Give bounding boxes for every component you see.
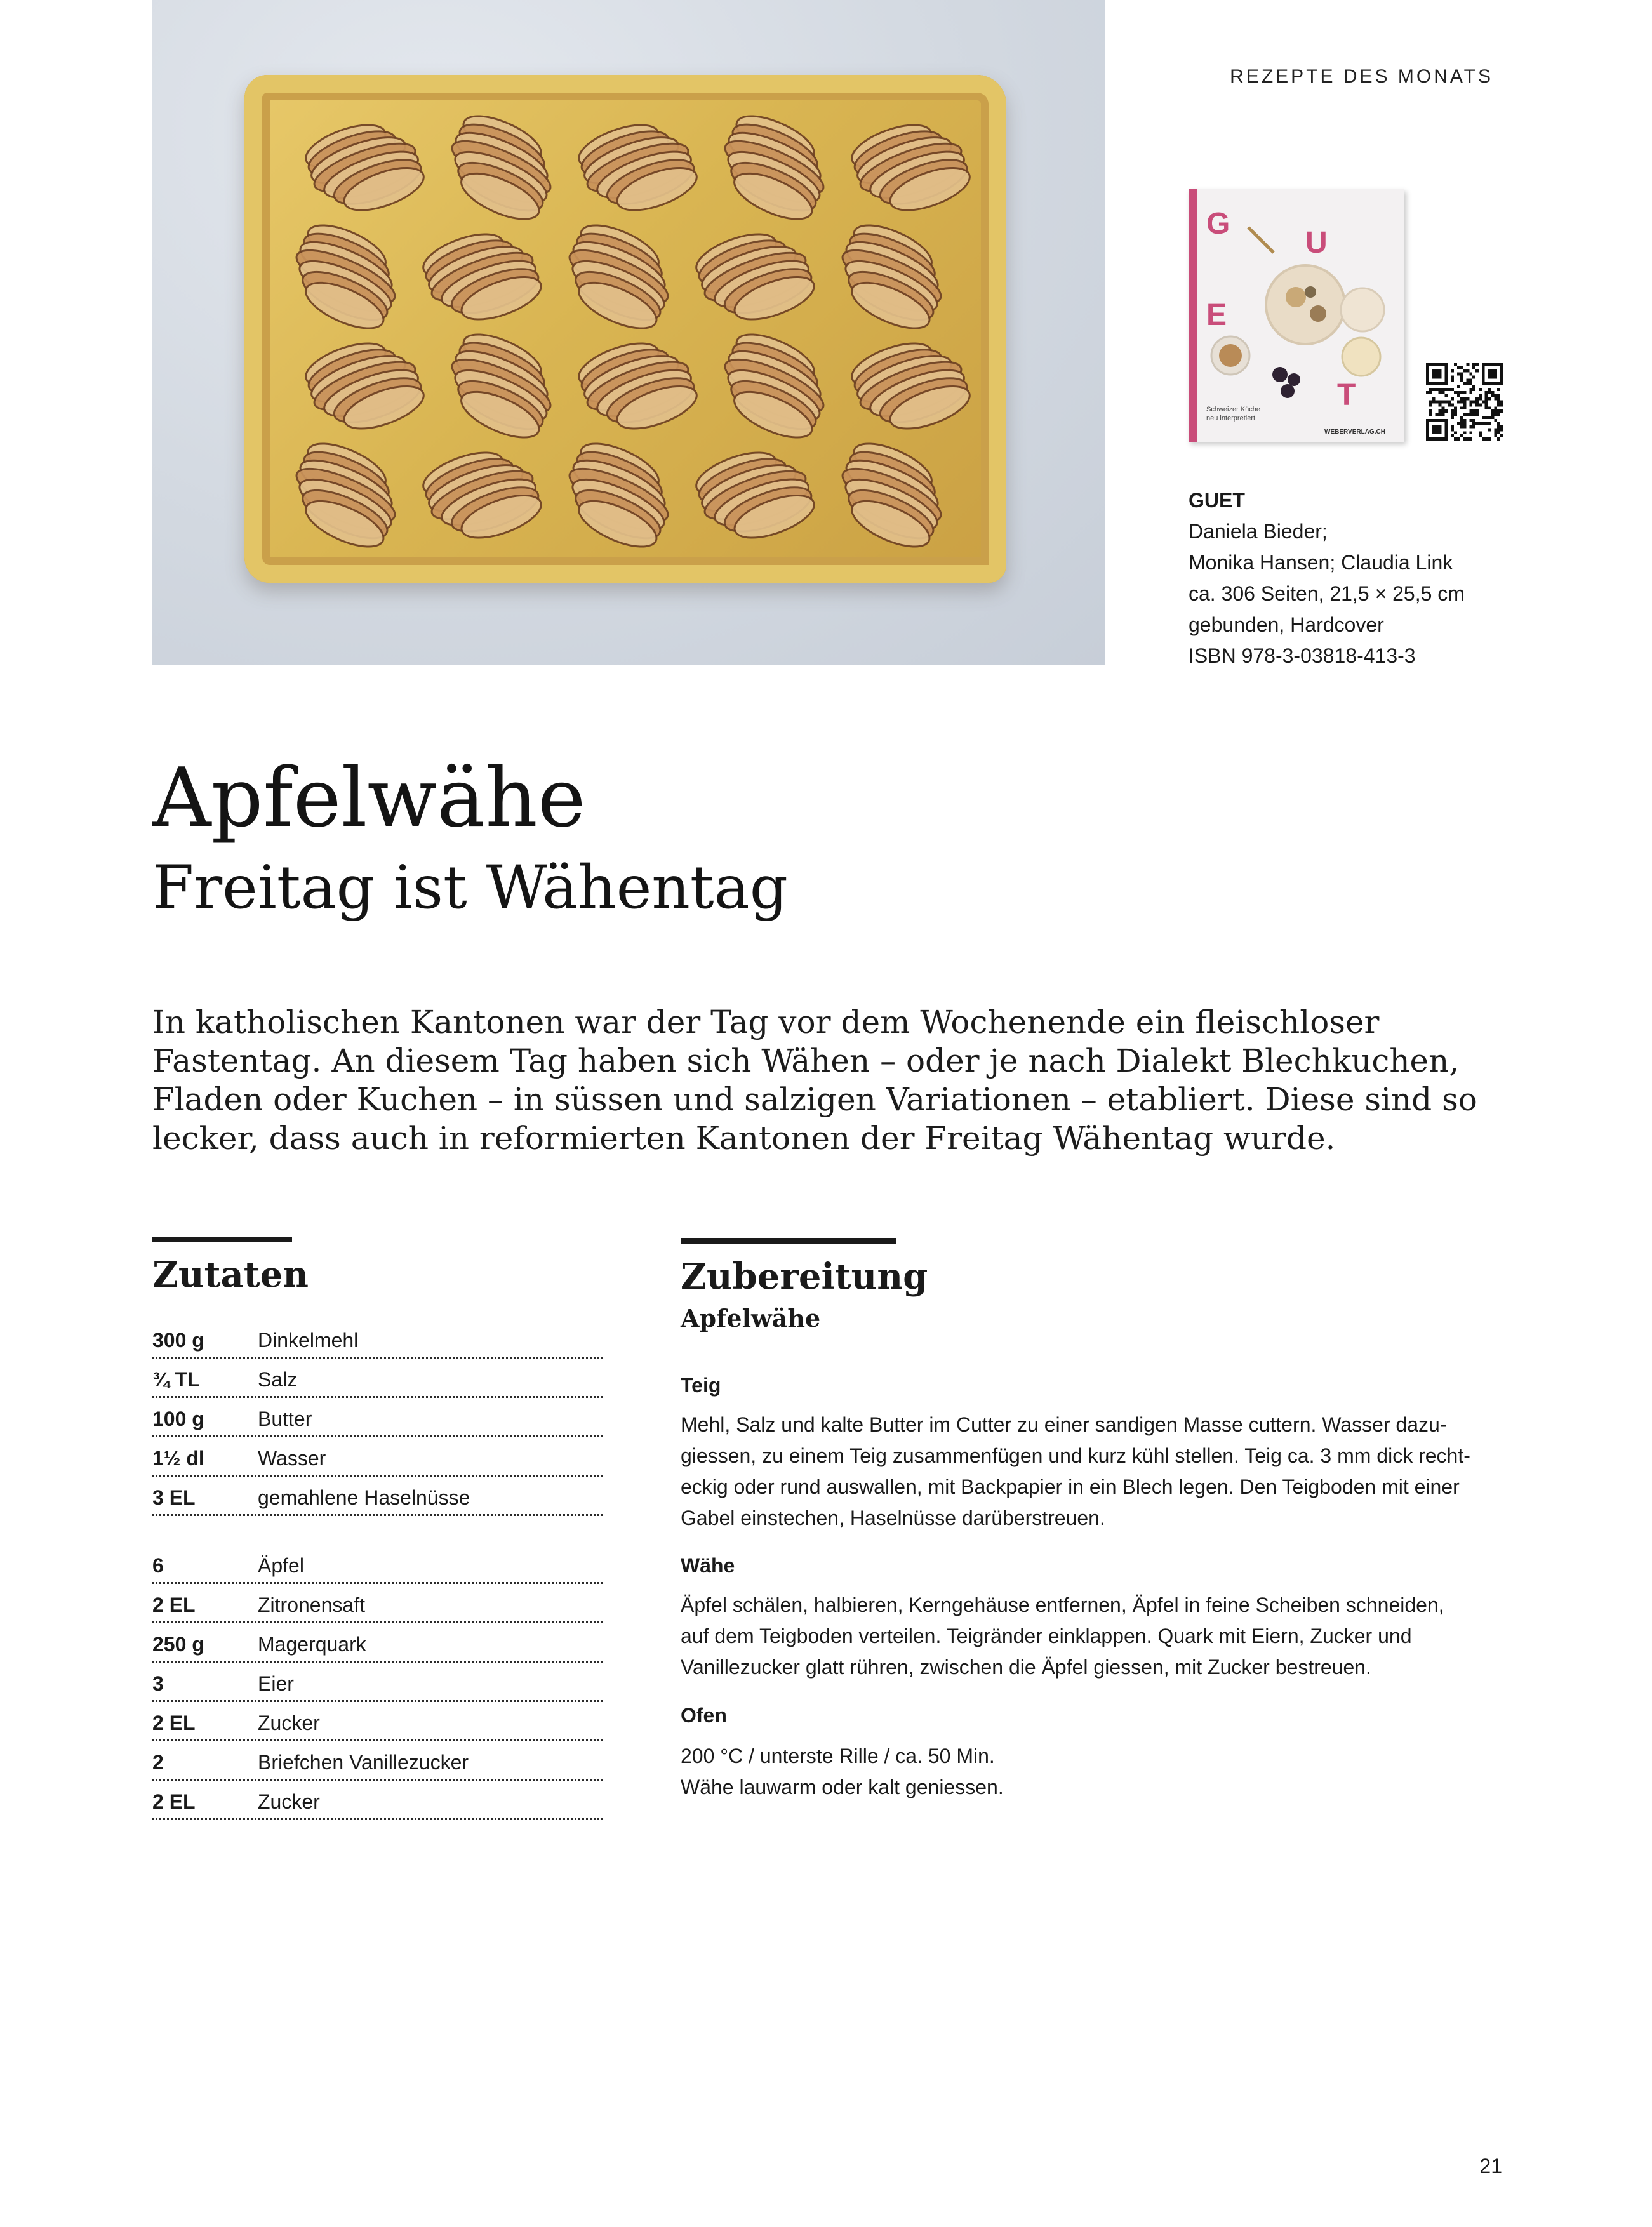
- apple-slice-fan: [300, 335, 429, 437]
- step-line: 200 °C / unterste Rille / ca. 50 Min.: [681, 1745, 995, 1767]
- apple-slice-fan: [719, 325, 830, 447]
- method-rule: [681, 1238, 896, 1244]
- book-title: GUET: [1189, 489, 1245, 512]
- cover-letter-u: U: [1305, 226, 1328, 260]
- step-text-ofen: [681, 1741, 1506, 1803]
- cover-tagline-1: Schweizer Küche: [1206, 406, 1260, 413]
- step-line: Gabel einstechen, Haselnüsse darüberstreuen.: [681, 1506, 1105, 1529]
- ingredient-group-gap: [152, 1516, 603, 1545]
- ingredient-row: [152, 1545, 603, 1584]
- ingredient-row: [152, 1781, 603, 1820]
- step-label-teig: Teig: [681, 1374, 721, 1397]
- page-number: 21: [1479, 2155, 1502, 2177]
- ingredient-name: Magerquark: [258, 1633, 366, 1656]
- ingredients-heading: Zutaten: [152, 1254, 309, 1296]
- step-line: giessen, zu einem Teig zusammenfügen und kurz kühl stellen. Teig ca. 3 mm dick recht-: [681, 1444, 1470, 1467]
- cover-tagline-2: neu interpretiert: [1206, 415, 1256, 422]
- apple-slice-fan: [290, 434, 401, 556]
- book-authors-1: Daniela Bieder;: [1189, 520, 1328, 543]
- ingredient-amount: 3: [152, 1672, 164, 1695]
- step-text-waehe: [681, 1590, 1506, 1683]
- apple-slice-fan: [418, 444, 546, 546]
- book-info: [1189, 485, 1465, 672]
- recipe-subtitle: Freitag ist Wähentag: [152, 853, 788, 922]
- apple-slice-fan: [691, 225, 819, 328]
- ingredient-row: [152, 1359, 603, 1398]
- qr-code[interactable]: [1426, 363, 1503, 441]
- ingredient-row: [152, 1702, 603, 1741]
- apple-tart: [244, 75, 1006, 583]
- step-line: Mehl, Salz und kalte Butter im Cutter zu einer sandigen Masse cuttern. Wasser dazu-: [681, 1413, 1447, 1436]
- apple-slice-fan: [573, 335, 702, 437]
- ingredient-row: [152, 1584, 603, 1623]
- ingredient-row: [152, 1398, 603, 1437]
- ingredient-row: [152, 1741, 603, 1781]
- step-line: eckig oder rund auswallen, mit Backpapier in ein Blech legen. Den Teigboden mit einer: [681, 1475, 1460, 1498]
- step-line: Wähe lauwarm oder kalt geniessen.: [681, 1776, 1004, 1798]
- apple-slice-fan: [290, 216, 401, 338]
- book-pages: ca. 306 Seiten, 21,5 × 25,5 cm: [1189, 582, 1465, 605]
- cover-letter-e: E: [1206, 298, 1227, 332]
- apple-slices: [244, 75, 1006, 583]
- ingredient-name: Salz: [258, 1368, 298, 1391]
- apple-slice-fan: [836, 434, 947, 556]
- apple-slice-fan: [719, 107, 830, 229]
- ingredient-amount: 300 g: [152, 1329, 204, 1352]
- apple-slice-fan: [418, 225, 546, 328]
- book-isbn: ISBN 978-3-03818-413-3: [1189, 644, 1416, 667]
- ingredient-row: [152, 1319, 603, 1359]
- ingredient-row: [152, 1663, 603, 1702]
- apple-slice-fan: [446, 107, 557, 229]
- cover-letter-g: G: [1206, 207, 1230, 241]
- apple-slice-fan: [563, 434, 674, 556]
- ingredient-row: [152, 1623, 603, 1663]
- ingredient-name: Zucker: [258, 1790, 320, 1813]
- ingredient-amount: 2 EL: [152, 1790, 196, 1813]
- cover-letter-t: T: [1337, 378, 1356, 412]
- apple-slice-fan: [573, 116, 702, 218]
- ingredient-name: Zucker: [258, 1712, 320, 1734]
- apple-slice-fan: [446, 325, 557, 447]
- ingredient-amount: ¾ TL: [152, 1368, 200, 1391]
- section-label: REZEPTE DES MONATS: [1230, 66, 1493, 87]
- book-binding: gebunden, Hardcover: [1189, 613, 1384, 636]
- intro-paragraph: In katholischen Kantonen war der Tag vor dem Wochenende ein fleischloser Fastentag. An diesem Tag haben sich Wähen – oder je nach Dialekt Blechkuchen, Fladen oder Kuchen – in süssen und salzigen Variationen – etabliert. Diese sind so lecker, dass auch in reformierten Kantonen der Freitag Wähentag wurde.: [152, 1004, 1477, 1157]
- ingredient-amount: 2: [152, 1751, 164, 1774]
- ingredient-amount: 2 EL: [152, 1712, 196, 1734]
- hero-photo-apple-tart: [152, 0, 1105, 665]
- ingredient-name: gemahlene Haselnüsse: [258, 1486, 470, 1509]
- ingredient-amount: 250 g: [152, 1633, 204, 1656]
- apple-slice-fan: [691, 444, 819, 546]
- recipe-title: Apfelwähe: [152, 751, 586, 846]
- step-line: Vanillezucker glatt rühren, zwischen die Äpfel giessen, mit Zucker bestreuen.: [681, 1656, 1371, 1679]
- step-text-teig: [681, 1409, 1506, 1534]
- ingredients-list: [152, 1319, 603, 1820]
- ingredient-name: Briefchen Vanillezucker: [258, 1751, 469, 1774]
- method-heading: Zubereitung: [681, 1256, 928, 1298]
- cover-publisher: WEBERVERLAG.CH: [1324, 429, 1385, 435]
- ingredient-amount: 100 g: [152, 1407, 204, 1430]
- ingredient-name: Äpfel: [258, 1554, 304, 1577]
- ingredient-name: Zitronensaft: [258, 1593, 365, 1616]
- ingredient-row: [152, 1437, 603, 1477]
- apple-slice-fan: [300, 116, 429, 218]
- apple-slice-fan: [563, 216, 674, 338]
- ingredient-amount: 1½ dl: [152, 1447, 204, 1470]
- ingredient-name: Wasser: [258, 1447, 326, 1470]
- ingredient-amount: 6: [152, 1554, 164, 1577]
- method-subheading: Apfelwähe: [681, 1304, 821, 1333]
- step-line: Äpfel schälen, halbieren, Kerngehäuse entfernen, Äpfel in feine Scheiben schneiden,: [681, 1593, 1444, 1616]
- step-label-ofen: Ofen: [681, 1704, 727, 1727]
- ingredients-rule: [152, 1237, 292, 1242]
- cover-bowl-icon: [1266, 265, 1345, 344]
- ingredient-name: Eier: [258, 1672, 294, 1695]
- step-label-waehe: Wähe: [681, 1554, 735, 1577]
- book-cover: [1189, 189, 1404, 442]
- apple-slice-fan: [836, 216, 947, 338]
- ingredient-amount: 2 EL: [152, 1593, 196, 1616]
- ingredient-name: Dinkelmehl: [258, 1329, 359, 1352]
- apple-slice-fan: [846, 335, 975, 437]
- book-authors-2: Monika Hansen; Claudia Link: [1189, 551, 1453, 574]
- ingredient-row: [152, 1477, 603, 1516]
- ingredient-amount: 3 EL: [152, 1486, 196, 1509]
- ingredient-name: Butter: [258, 1407, 312, 1430]
- apple-slice-fan: [846, 116, 975, 218]
- step-line: auf dem Teigboden verteilen. Teigränder einklappen. Quark mit Eiern, Zucker und: [681, 1625, 1412, 1647]
